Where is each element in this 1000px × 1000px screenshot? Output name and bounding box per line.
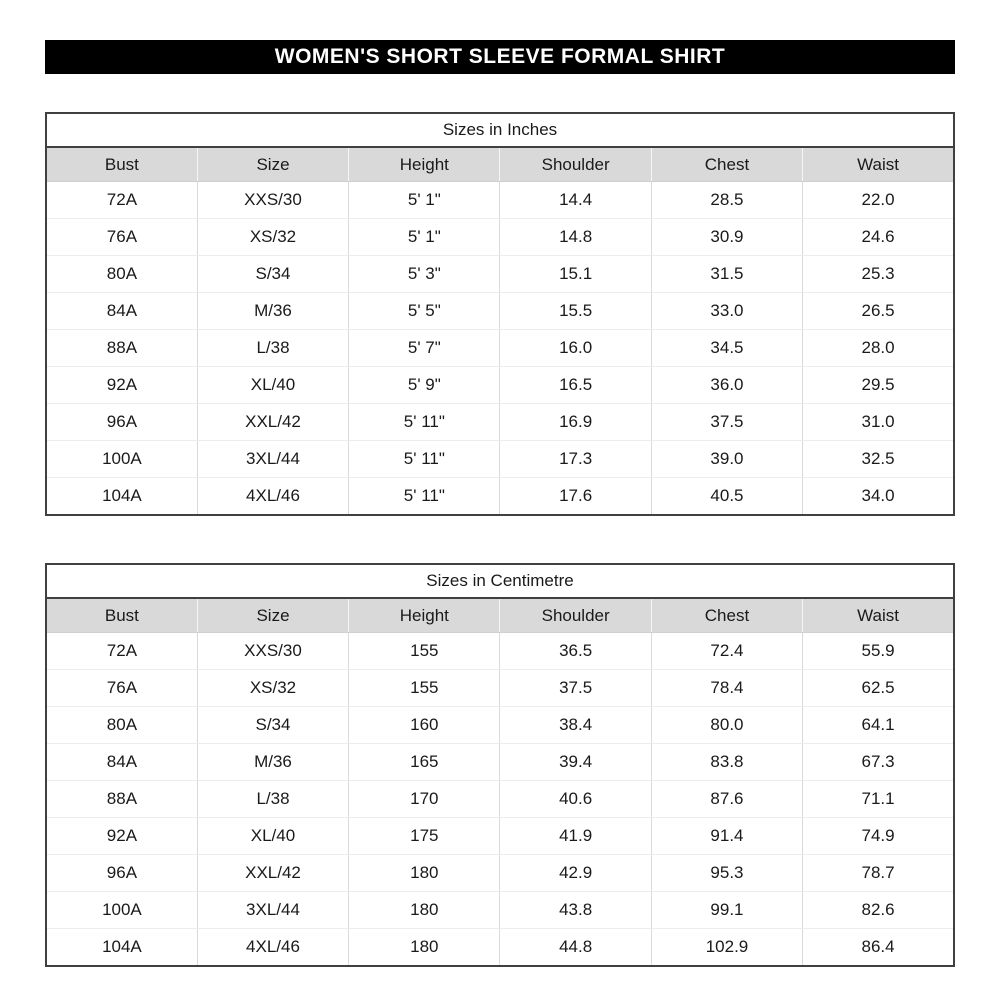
table-cell: 28.0	[803, 330, 954, 367]
table-row	[46, 781, 954, 818]
table-cell: 92A	[46, 367, 197, 404]
table-cell: 104A	[46, 929, 197, 967]
table-cell: 71.1	[803, 781, 954, 818]
table-cell: 24.6	[803, 219, 954, 256]
table-cell: 78.7	[803, 855, 954, 892]
page-title: WOMEN'S SHORT SLEEVE FORMAL SHIRT	[45, 40, 955, 74]
table-cell: 80A	[46, 256, 197, 293]
column-header: Bust	[46, 147, 197, 182]
table-cell: 92A	[46, 818, 197, 855]
table-row	[46, 818, 954, 855]
table-cell: 160	[349, 707, 500, 744]
table-cell: 16.0	[500, 330, 651, 367]
column-header: Shoulder	[500, 598, 651, 633]
table-cell: 40.5	[651, 478, 802, 516]
table-cell: XXL/42	[197, 855, 348, 892]
table-cell: 43.8	[500, 892, 651, 929]
table-cell: 72.4	[651, 633, 802, 670]
table-cell: 5' 3"	[349, 256, 500, 293]
table-cell: 14.4	[500, 182, 651, 219]
column-header-row	[46, 598, 954, 633]
table-cell: 33.0	[651, 293, 802, 330]
table-cell: XXS/30	[197, 633, 348, 670]
table-row	[46, 404, 954, 441]
table-cell: 5' 11"	[349, 441, 500, 478]
table-cell: XS/32	[197, 219, 348, 256]
column-header-row	[46, 147, 954, 182]
table-row	[46, 855, 954, 892]
table-cell: S/34	[197, 256, 348, 293]
table-cell: 30.9	[651, 219, 802, 256]
table-cell: 78.4	[651, 670, 802, 707]
table-row	[46, 670, 954, 707]
table-body-inches	[46, 182, 954, 516]
table-cell: 64.1	[803, 707, 954, 744]
table-cell: 76A	[46, 219, 197, 256]
table-cell: 44.8	[500, 929, 651, 967]
table-cell: 99.1	[651, 892, 802, 929]
table-cell: 88A	[46, 330, 197, 367]
table-caption-inches: Sizes in Inches	[46, 113, 954, 147]
table-cell: 82.6	[803, 892, 954, 929]
table-cell: 36.5	[500, 633, 651, 670]
table-cell: 15.5	[500, 293, 651, 330]
table-cell: 96A	[46, 404, 197, 441]
table-cell: 5' 1"	[349, 219, 500, 256]
table-row	[46, 478, 954, 516]
table-cell: 155	[349, 670, 500, 707]
column-header: Shoulder	[500, 147, 651, 182]
table-cell: 39.4	[500, 744, 651, 781]
column-header: Height	[349, 147, 500, 182]
table-cell: 180	[349, 892, 500, 929]
table-cell: M/36	[197, 744, 348, 781]
table-cell: L/38	[197, 781, 348, 818]
table-cell: 5' 11"	[349, 478, 500, 516]
table-cell: 74.9	[803, 818, 954, 855]
table-cell: 5' 9"	[349, 367, 500, 404]
table-cell: 175	[349, 818, 500, 855]
table-cell: 62.5	[803, 670, 954, 707]
table-cell: 32.5	[803, 441, 954, 478]
table-row	[46, 441, 954, 478]
table-cell: S/34	[197, 707, 348, 744]
column-header: Chest	[651, 147, 802, 182]
column-header: Height	[349, 598, 500, 633]
table-cell: 104A	[46, 478, 197, 516]
table-cell: 26.5	[803, 293, 954, 330]
table-cell: 95.3	[651, 855, 802, 892]
table-cell: 67.3	[803, 744, 954, 781]
table-cell: 180	[349, 855, 500, 892]
table-cell: 84A	[46, 744, 197, 781]
column-header: Waist	[803, 147, 954, 182]
caption-row	[46, 113, 954, 147]
table-cell: 100A	[46, 892, 197, 929]
table-cell: 5' 5"	[349, 293, 500, 330]
table-cell: 96A	[46, 855, 197, 892]
table-cell: 37.5	[651, 404, 802, 441]
table-row	[46, 219, 954, 256]
table-cell: 34.5	[651, 330, 802, 367]
table-cell: 41.9	[500, 818, 651, 855]
table-row	[46, 293, 954, 330]
column-header: Chest	[651, 598, 802, 633]
table-cell: 3XL/44	[197, 441, 348, 478]
table-cell: 25.3	[803, 256, 954, 293]
table-cell: 84A	[46, 293, 197, 330]
table-cell: 34.0	[861, 486, 895, 505]
table-cell: XL/40	[197, 818, 348, 855]
table-cell: 39.0	[651, 441, 802, 478]
table-cell: 76A	[46, 670, 197, 707]
table-cell: 80.0	[651, 707, 802, 744]
table-row	[46, 929, 954, 967]
table-cell: XL/40	[197, 367, 348, 404]
table-cell: 180	[349, 929, 500, 967]
table-cell: 17.6	[500, 478, 651, 516]
table-cell: 100A	[46, 441, 197, 478]
table-cell: 31.0	[803, 404, 954, 441]
table-row	[46, 182, 954, 219]
table-cell: 31.5	[651, 256, 802, 293]
table-cell: 5' 1"	[349, 182, 500, 219]
table-cell: 72A	[46, 182, 197, 219]
table-cell: 14.8	[500, 219, 651, 256]
table-cell: 42.9	[500, 855, 651, 892]
table-row	[46, 707, 954, 744]
table-cell: 5' 7"	[349, 330, 500, 367]
table-row	[46, 367, 954, 404]
table-cell: 83.8	[651, 744, 802, 781]
table-row	[46, 892, 954, 929]
table-cell: 38.4	[500, 707, 651, 744]
table-cell: 91.4	[651, 818, 802, 855]
table-cell: 29.5	[803, 367, 954, 404]
table-cell: 86.4	[861, 937, 895, 956]
table-cell: 4XL/46	[197, 478, 348, 516]
column-header: Bust	[46, 598, 197, 633]
table-cell: 155	[349, 633, 500, 670]
table-cell: 55.9	[803, 633, 954, 670]
table-cell: L/38	[197, 330, 348, 367]
table-cell: XS/32	[197, 670, 348, 707]
table-cell: 28.5	[651, 182, 802, 219]
table-caption-centimetre: Sizes in Centimetre	[46, 564, 954, 598]
table-cell: 17.3	[500, 441, 651, 478]
table-cell: 22.0	[803, 182, 954, 219]
size-table-centimetre	[45, 563, 955, 967]
table-body-centimetre	[46, 633, 954, 967]
table-cell: XXL/42	[197, 404, 348, 441]
table-cell: 40.6	[500, 781, 651, 818]
table-cell: 170	[349, 781, 500, 818]
table-cell: 102.9	[651, 929, 802, 967]
column-header: Size	[197, 147, 348, 182]
table-cell: 16.5	[500, 367, 651, 404]
table-cell: 165	[349, 744, 500, 781]
table-row	[46, 744, 954, 781]
table-cell: XXS/30	[197, 182, 348, 219]
table-row	[46, 330, 954, 367]
table-row	[46, 256, 954, 293]
table-cell: 88A	[46, 781, 197, 818]
column-header: Size	[197, 598, 348, 633]
table-cell: 15.1	[500, 256, 651, 293]
column-header: Waist	[803, 598, 954, 633]
table-cell: M/36	[197, 293, 348, 330]
table-cell: 16.9	[500, 404, 651, 441]
size-table-inches	[45, 112, 955, 516]
table-cell: 5' 11"	[349, 404, 500, 441]
table-row	[46, 633, 954, 670]
table-cell: 80A	[46, 707, 197, 744]
caption-row	[46, 564, 954, 598]
table-cell: 4XL/46	[197, 929, 348, 967]
table-cell: 72A	[46, 633, 197, 670]
table-cell: 36.0	[651, 367, 802, 404]
table-cell: 87.6	[651, 781, 802, 818]
table-cell: 37.5	[500, 670, 651, 707]
table-cell: 3XL/44	[197, 892, 348, 929]
